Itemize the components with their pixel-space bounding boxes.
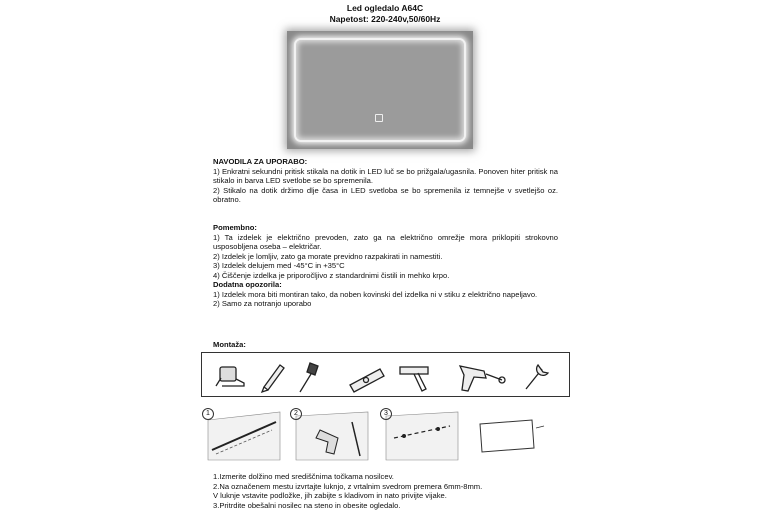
- mounting-step: V luknje vstavite podložke, jih zabijte s kladivom in nato privijte vijake.: [213, 491, 447, 500]
- step-2-illustration: [290, 408, 374, 464]
- important-item: 2) Izdelek je lomljiv, zato ga morate previdno razpakirati in namestiti.: [213, 251, 443, 261]
- instructions-heading: NAVODILA ZA UPORABO:: [213, 157, 308, 166]
- mounting-heading-wrap: [213, 340, 558, 350]
- step-3-illustration: [380, 408, 464, 464]
- mounting-step: 2.Na označenem mestu izvrtajte luknjo, z vrtalnim svedrom premera 6mm-8mm.: [213, 481, 483, 491]
- step-1-illustration: [202, 408, 286, 464]
- mounting-steps-text: [213, 472, 558, 510]
- step-number: 1: [202, 408, 214, 420]
- voltage-spec: Napetost: 220-240v,50/60Hz: [329, 14, 441, 24]
- mounting-step: 1.Izmerite dolžino med središčnima točkama nosilcev.: [213, 472, 394, 481]
- step-number: 2: [290, 408, 302, 420]
- important-heading: Pomembno:: [213, 223, 257, 232]
- instruction-item: 1) Enkratni sekundni pritisk stikala na dotik in LED luč se bo prižgala/ugasnila. Ponoven hiter pritisk na stikalo in barva LED svetlobe se bo spremenila.: [213, 166, 558, 185]
- mounting-step: 3.Pritrdite obešalni nosilec na steno in obesite ogledalo.: [213, 500, 401, 510]
- tape-measure-icon: [216, 367, 244, 386]
- touch-switch-icon: [375, 114, 383, 122]
- mounting-steps-illustration: [200, 408, 570, 464]
- important-item: 3) Izdelek delujem med -45°C in +35°C: [213, 261, 345, 270]
- wrench-icon: [526, 365, 548, 389]
- important-item: 4) Čiščenje izdelka je priporočljivo z standardnimi čistili in mehko krpo.: [213, 270, 450, 280]
- mirror-glass: [294, 38, 466, 142]
- hammer-icon: [400, 367, 428, 391]
- instructions-section: [213, 157, 558, 205]
- warning-item: 2) Samo za notranjo uporabo: [213, 299, 312, 308]
- mirror-image: [287, 31, 473, 149]
- tools-panel: [201, 352, 570, 397]
- screwdriver-icon: [300, 363, 318, 392]
- final-mirror-illustration: [470, 408, 554, 464]
- mounting-heading: Montaža:: [213, 340, 246, 349]
- step-number: 3: [380, 408, 392, 420]
- instruction-item: 2) Stikalo na dotik držimo dlje časa in LED svetloba se bo spremenila iz temnejše v svetlejšo oz. obratno.: [213, 185, 558, 204]
- warning-item: 1) Izdelek mora biti montiran tako, da noben kovinski del izdelka ni v stiku z električno napeljavo.: [213, 289, 538, 299]
- drill-icon: [460, 366, 505, 391]
- pencil-icon: [262, 365, 284, 392]
- product-title: Led ogledalo A64C: [346, 3, 424, 13]
- spirit-level-icon: [350, 369, 384, 392]
- important-item: 1) Ta izdelek je električno prevoden, zato ga na električno omrežje mora priklopiti strokovno usposobljena oseba – električar.: [213, 232, 558, 251]
- warnings-heading: Dodatna opozorila:: [213, 280, 282, 289]
- important-section: [213, 223, 558, 309]
